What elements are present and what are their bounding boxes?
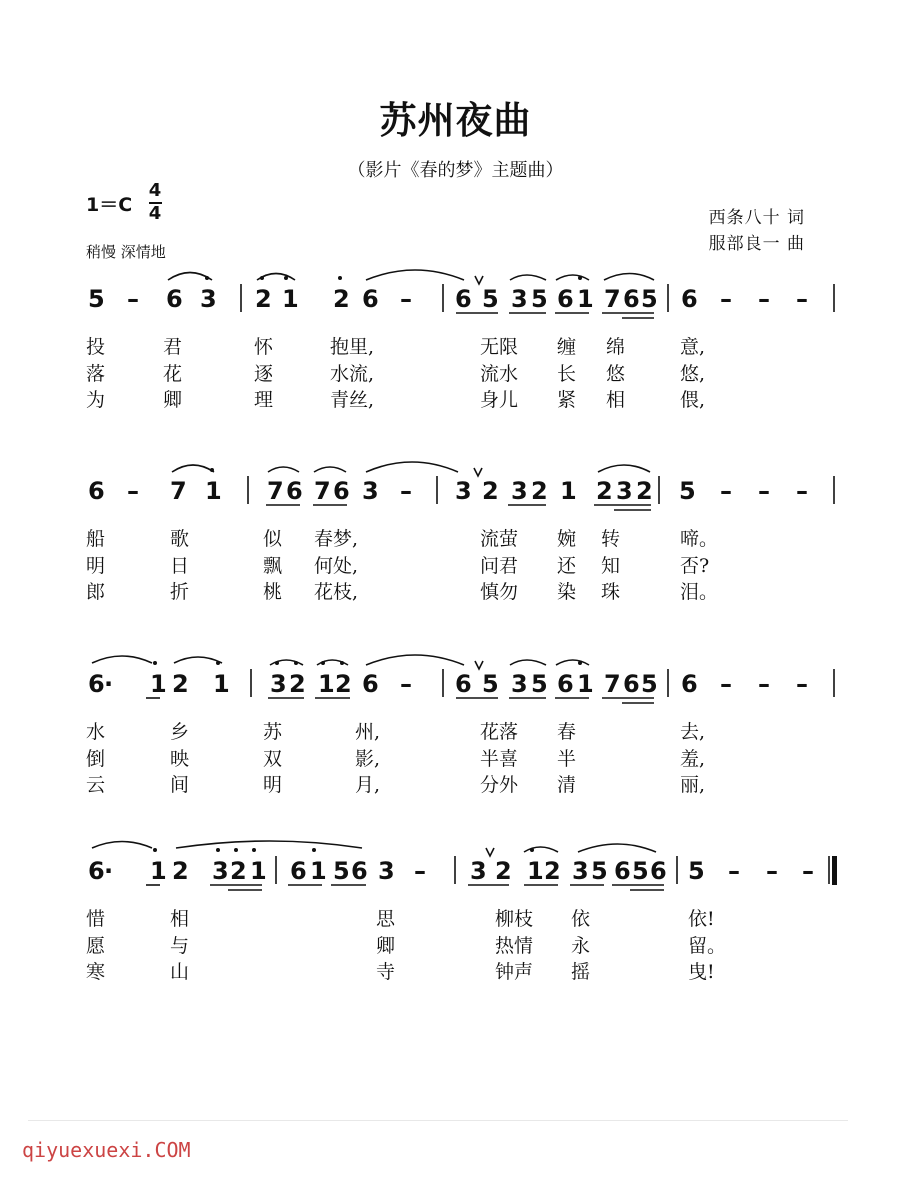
- svg-text:2: 2: [230, 857, 247, 885]
- notation-line-1: [0, 270, 911, 330]
- svg-text:5: 5: [688, 857, 705, 885]
- lyric: 明: [263, 774, 283, 796]
- lyric: 羞,: [680, 748, 706, 770]
- svg-text:–: –: [758, 670, 770, 698]
- lyric: 半喜: [480, 748, 519, 770]
- note: 3: [511, 285, 528, 313]
- lyric: 流水: [480, 363, 519, 385]
- lyric: 染: [557, 581, 577, 603]
- lyric: 清: [557, 774, 577, 796]
- lyric: 啼。: [680, 528, 719, 550]
- lyric: 为: [86, 389, 106, 411]
- footer-divider: [28, 1120, 848, 1121]
- svg-text:3: 3: [511, 477, 528, 505]
- svg-text:2: 2: [172, 857, 189, 885]
- note: 2: [255, 285, 272, 313]
- lyric: 何处,: [314, 555, 359, 577]
- svg-text:3: 3: [378, 857, 395, 885]
- svg-text:7: 7: [267, 477, 284, 505]
- composer-credit: 服部良一 曲: [708, 234, 805, 254]
- note: 6: [362, 285, 379, 313]
- lyric: 紧: [557, 389, 577, 411]
- lyric: 与: [170, 935, 190, 957]
- lyric: 惜: [86, 908, 106, 930]
- svg-text:–: –: [400, 670, 412, 698]
- svg-text:2: 2: [172, 670, 189, 698]
- svg-text:–: –: [796, 670, 808, 698]
- lyric: 卿: [163, 389, 183, 411]
- lyric: 双: [263, 748, 283, 770]
- svg-text:5: 5: [333, 857, 350, 885]
- note: 2: [333, 285, 350, 313]
- tempo-marking: 稍慢 深情地: [86, 243, 166, 261]
- note: 7: [604, 285, 621, 313]
- svg-text:3: 3: [511, 670, 528, 698]
- lyric: 摇: [571, 961, 591, 983]
- lyric: 似: [263, 528, 283, 550]
- score-system-1: [0, 270, 911, 460]
- svg-text:–: –: [127, 477, 139, 505]
- svg-text:6: 6: [88, 477, 105, 505]
- lyric: 苏: [263, 721, 283, 743]
- lyric: 寺: [376, 961, 396, 983]
- time-signature-bottom: 4: [148, 203, 162, 224]
- svg-text:7: 7: [314, 477, 331, 505]
- lyric: 相: [170, 908, 190, 930]
- dash: –: [758, 285, 770, 313]
- lyric: 流萤: [480, 528, 519, 550]
- lyric: 永: [571, 935, 591, 957]
- lyric: 曳!: [688, 961, 715, 983]
- lyric: 寒: [86, 961, 106, 983]
- svg-text:–: –: [796, 477, 808, 505]
- svg-text:1: 1: [250, 857, 267, 885]
- svg-text:6: 6: [614, 857, 631, 885]
- key-signature: 1＝C: [86, 194, 133, 216]
- lyric: 青丝,: [330, 389, 375, 411]
- svg-text:–: –: [400, 477, 412, 505]
- lyric: 依!: [688, 908, 715, 930]
- time-signature-top: 4: [148, 180, 162, 201]
- svg-text:6: 6: [290, 857, 307, 885]
- svg-text:–: –: [414, 857, 426, 885]
- lyric: 意,: [680, 336, 706, 358]
- svg-text:6: 6: [351, 857, 368, 885]
- note: 5: [531, 285, 548, 313]
- svg-text:5: 5: [641, 670, 658, 698]
- svg-text:7: 7: [604, 670, 621, 698]
- svg-text:·: ·: [104, 857, 114, 885]
- score-system-4: [0, 842, 911, 1032]
- svg-text:1: 1: [318, 670, 335, 698]
- lyric: 长: [557, 363, 577, 385]
- svg-text:3: 3: [470, 857, 487, 885]
- svg-text:2: 2: [335, 670, 352, 698]
- svg-text:6: 6: [362, 670, 379, 698]
- svg-text:3: 3: [362, 477, 379, 505]
- lyric: 悠: [606, 363, 626, 385]
- lyric: 热情: [495, 935, 534, 957]
- svg-text:1: 1: [150, 857, 167, 885]
- lyric: 映: [170, 748, 190, 770]
- score-system-3: [0, 655, 911, 845]
- lyric: 州,: [355, 721, 381, 743]
- svg-text:6: 6: [650, 857, 667, 885]
- note: 6: [166, 285, 183, 313]
- lyric: 花枝,: [314, 581, 359, 603]
- lyric: 转: [601, 528, 621, 550]
- lyric: 月,: [355, 774, 381, 796]
- lyric: 悠,: [680, 363, 706, 385]
- note: 5: [482, 285, 499, 313]
- lyric: 折: [170, 581, 190, 603]
- lyric: 船: [86, 528, 106, 550]
- svg-text:2: 2: [544, 857, 561, 885]
- song-title: 苏州夜曲: [379, 98, 532, 142]
- svg-text:3: 3: [212, 857, 229, 885]
- lyric: 婉: [557, 528, 577, 550]
- lyric: 日: [170, 555, 190, 577]
- svg-text:6: 6: [455, 670, 472, 698]
- svg-text:1: 1: [527, 857, 544, 885]
- note: 3: [200, 285, 217, 313]
- svg-text:3: 3: [572, 857, 589, 885]
- lyric: 思: [376, 908, 396, 930]
- lyric: 乡: [170, 721, 190, 743]
- lyric: 影,: [355, 748, 381, 770]
- lyric: 君: [163, 336, 183, 358]
- lyric: 水流,: [330, 363, 375, 385]
- svg-text:–: –: [720, 670, 732, 698]
- lyric: 云: [86, 774, 106, 796]
- song-subtitle: （影片《春的梦》主题曲）: [347, 160, 564, 181]
- svg-text:5: 5: [679, 477, 696, 505]
- svg-text:2: 2: [495, 857, 512, 885]
- svg-text:5: 5: [591, 857, 608, 885]
- svg-text:6: 6: [623, 670, 640, 698]
- notation-line-2: [0, 462, 911, 522]
- lyric: 问君: [480, 555, 519, 577]
- svg-text:1: 1: [205, 477, 222, 505]
- svg-text:1: 1: [560, 477, 577, 505]
- lyric: 知: [601, 555, 621, 577]
- lyric: 缠: [557, 336, 577, 358]
- svg-text:6: 6: [286, 477, 303, 505]
- site-watermark: qiyuexuexi.COM: [22, 1138, 191, 1162]
- lyric: 花: [163, 363, 183, 385]
- lyric: 钟声: [495, 961, 534, 983]
- svg-text:3: 3: [616, 477, 633, 505]
- svg-text:–: –: [802, 857, 814, 885]
- lyric: 理: [254, 389, 274, 411]
- svg-text:7: 7: [170, 477, 187, 505]
- lyric: 泪。: [680, 581, 719, 603]
- notation-line-3: [0, 655, 911, 715]
- lyric: 身儿: [480, 389, 519, 411]
- svg-text:5: 5: [632, 857, 649, 885]
- svg-text:1: 1: [150, 670, 167, 698]
- dash: –: [400, 285, 412, 313]
- lyric: 愿: [86, 935, 106, 957]
- svg-text:1: 1: [310, 857, 327, 885]
- lyric: 无限: [480, 336, 519, 358]
- lyric: 倒: [86, 748, 106, 770]
- lyric: 水: [86, 721, 106, 743]
- svg-text:1: 1: [577, 670, 594, 698]
- lyric: 慎勿: [480, 581, 519, 603]
- svg-text:2: 2: [289, 670, 306, 698]
- note: 6: [681, 285, 698, 313]
- lyric: 山: [170, 961, 190, 983]
- score-system-2: [0, 462, 911, 652]
- lyric: 留。: [688, 935, 727, 957]
- lyric: 间: [170, 774, 190, 796]
- notation-line-4: [0, 842, 911, 902]
- svg-text:5: 5: [482, 670, 499, 698]
- svg-text:2: 2: [482, 477, 499, 505]
- svg-text:2: 2: [596, 477, 613, 505]
- lyric: 春: [557, 721, 577, 743]
- lyric: 桃: [263, 581, 283, 603]
- svg-text:–: –: [766, 857, 778, 885]
- svg-text:3: 3: [455, 477, 472, 505]
- svg-text:2: 2: [531, 477, 548, 505]
- lyric: 卿: [376, 935, 396, 957]
- lyric: 春梦,: [314, 528, 359, 550]
- lyric: 郎: [86, 581, 106, 603]
- svg-text:–: –: [728, 857, 740, 885]
- svg-text:1: 1: [213, 670, 230, 698]
- lyric: 丽,: [680, 774, 706, 796]
- lyric: 否?: [680, 555, 710, 577]
- lyric: 花落: [480, 721, 519, 743]
- svg-text:6: 6: [88, 670, 105, 698]
- lyric: 落: [86, 363, 106, 385]
- dash: –: [720, 285, 732, 313]
- lyric: 柳枝: [495, 908, 534, 930]
- lyric: 依: [571, 908, 591, 930]
- lyric: 偎,: [680, 389, 706, 411]
- svg-text:2: 2: [636, 477, 653, 505]
- lyric: 抱里,: [330, 336, 375, 358]
- note: 5: [641, 285, 658, 313]
- lyric: 半: [557, 748, 577, 770]
- svg-text:3: 3: [270, 670, 287, 698]
- note: 6: [623, 285, 640, 313]
- note: 1: [577, 285, 594, 313]
- svg-text:–: –: [758, 477, 770, 505]
- svg-text:6: 6: [333, 477, 350, 505]
- lyric: 分外: [480, 774, 519, 796]
- lyric: 相: [606, 389, 626, 411]
- dash: –: [796, 285, 808, 313]
- note: 1: [282, 285, 299, 313]
- lyricist-credit: 西条八十 词: [708, 208, 805, 228]
- lyric: 飘: [263, 555, 283, 577]
- svg-text:5: 5: [531, 670, 548, 698]
- lyric: 投: [86, 336, 106, 358]
- note: 6: [455, 285, 472, 313]
- lyric: 珠: [601, 581, 621, 603]
- note: 5: [88, 285, 105, 313]
- svg-text:·: ·: [104, 670, 114, 698]
- svg-text:6: 6: [557, 670, 574, 698]
- lyric: 怀: [254, 336, 274, 358]
- lyric: 绵: [606, 336, 626, 358]
- lyric: 歌: [170, 528, 190, 550]
- lyric: 明: [86, 555, 106, 577]
- lyric: 还: [557, 555, 577, 577]
- dash: –: [127, 285, 139, 313]
- svg-text:6: 6: [88, 857, 105, 885]
- svg-text:6: 6: [681, 670, 698, 698]
- svg-text:–: –: [720, 477, 732, 505]
- lyric: 去,: [680, 721, 706, 743]
- note: 6: [557, 285, 574, 313]
- lyric: 逐: [254, 363, 274, 385]
